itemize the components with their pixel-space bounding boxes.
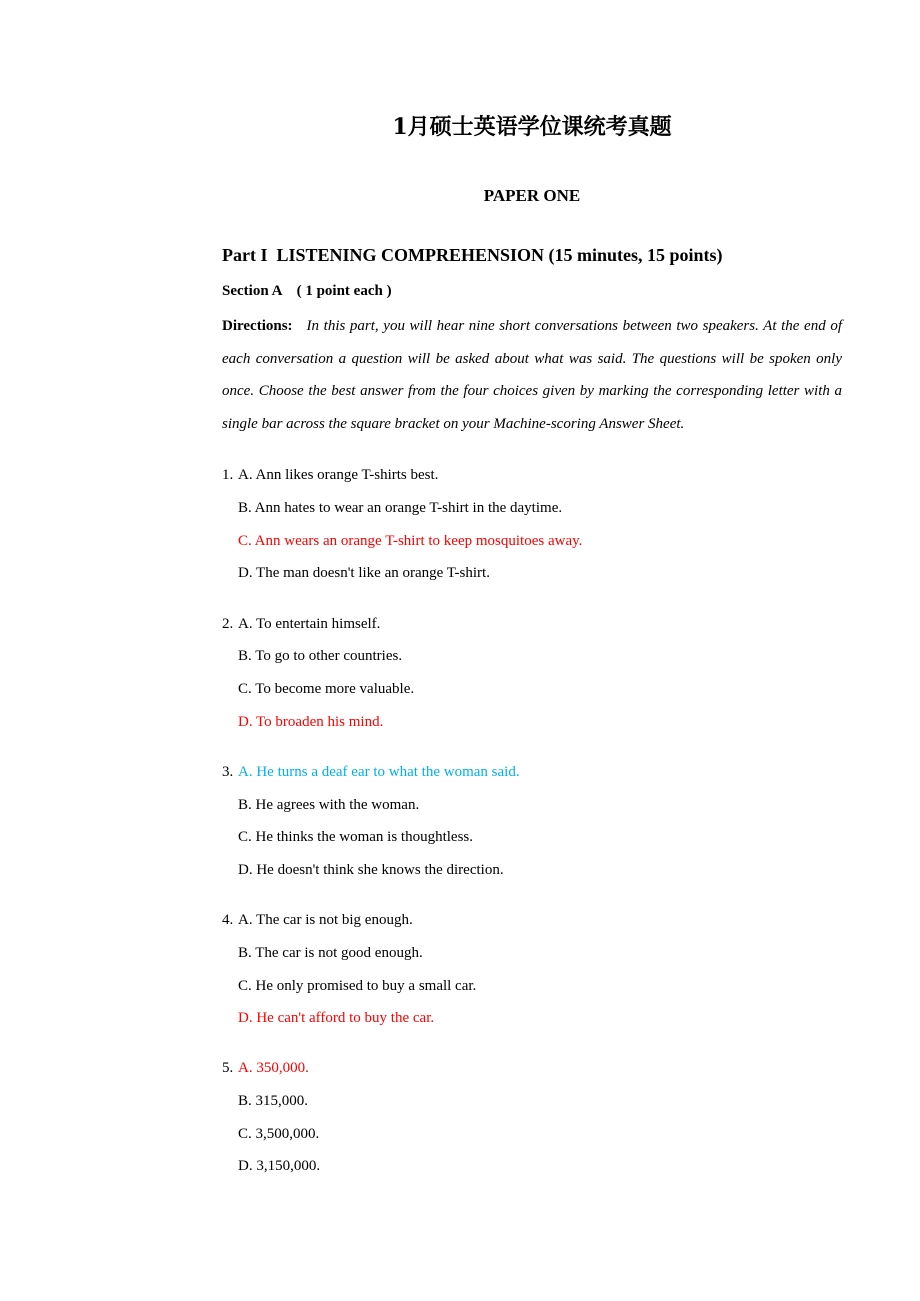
answer-option xyxy=(222,1002,842,1035)
answer-option-text: B. Ann hates to wear an orange T-shirt in the daytime. xyxy=(238,500,563,517)
answer-option xyxy=(222,459,842,492)
answer-option-text: C. To become more valuable. xyxy=(238,681,415,697)
answer-option xyxy=(222,1150,842,1183)
answer-option xyxy=(222,706,842,739)
answer-option xyxy=(222,904,842,937)
document-title: 1月硕士英语学位课统考真题 xyxy=(392,114,672,140)
answer-option-text: D. He doesn't think she knows the direction. xyxy=(238,861,504,878)
question-item xyxy=(222,608,842,739)
answer-option-text: B. To go to other countries. xyxy=(238,648,403,665)
directions-text: In this part, you will hear nine short conversations between two speakers. At the end of each conversation a question will be asked about what was said. The questions will be spoken only once. Choose the best answer from the four choices given by marking the corresponding letter with a single bar across the square bracket on your Machine-scoring Answer Sheet. xyxy=(222,318,842,432)
answer-option-text: A. He turns a deaf ear to what the woman said. xyxy=(238,763,520,780)
section-heading: Section A ( 1 point each ) xyxy=(222,283,392,299)
directions-label: Directions: xyxy=(222,318,293,334)
answer-option-text: A. Ann likes orange T-shirts best. xyxy=(238,467,439,484)
answer-option xyxy=(222,608,842,641)
answer-option-text: C. 3,500,000. xyxy=(238,1125,320,1142)
answer-option-text: A. To entertain himself. xyxy=(238,615,381,632)
answer-option xyxy=(222,640,842,673)
answer-option-text: C. He thinks the woman is thoughtless. xyxy=(238,829,473,846)
answer-option-text: D. To broaden his mind. xyxy=(238,713,384,730)
answer-option xyxy=(222,970,842,1003)
question-item xyxy=(222,904,842,1035)
question-item xyxy=(222,756,842,887)
answer-option xyxy=(222,854,842,887)
question-number: 2. xyxy=(222,615,234,632)
question-number: 3. xyxy=(222,763,234,780)
answer-option xyxy=(222,821,842,854)
answer-option xyxy=(222,492,842,525)
answer-option xyxy=(222,937,842,970)
question-item xyxy=(222,459,842,590)
part-heading: Part I LISTENING COMPREHENSION (15 minutes, 15 points) xyxy=(222,245,723,265)
paper-title: PAPER ONE xyxy=(483,186,581,205)
answer-option xyxy=(222,1118,842,1151)
question-number: 4. xyxy=(222,912,234,929)
answer-option-text: C. Ann wears an orange T-shirt to keep mosquitoes away. xyxy=(238,532,583,549)
answer-option-text: B. The car is not good enough. xyxy=(238,944,423,961)
answer-option xyxy=(222,525,842,558)
answer-option xyxy=(222,789,842,822)
document-body xyxy=(222,241,842,1201)
answer-option-text: D. The man doesn't like an orange T-shirt. xyxy=(238,565,490,582)
question-number: 5. xyxy=(222,1060,234,1077)
answer-option xyxy=(222,1085,842,1118)
answer-option-text: A. 350,000. xyxy=(238,1060,309,1077)
answer-option xyxy=(222,756,842,789)
directions-paragraph xyxy=(222,310,842,440)
answer-option-text: B. He agrees with the woman. xyxy=(238,796,420,813)
answer-option xyxy=(222,557,842,590)
answer-option-text: B. 315,000. xyxy=(238,1093,309,1110)
answer-option xyxy=(222,673,842,706)
question-list xyxy=(222,459,842,1183)
question-number: 1. xyxy=(222,467,234,484)
answer-option xyxy=(222,1052,842,1085)
answer-option-text: C. He only promised to buy a small car. xyxy=(238,977,477,994)
answer-option-text: A. The car is not big enough. xyxy=(238,912,413,929)
answer-option-text: D. 3,150,000. xyxy=(238,1158,321,1175)
question-item xyxy=(222,1052,842,1183)
answer-option-text: D. He can't afford to buy the car. xyxy=(238,1010,435,1027)
